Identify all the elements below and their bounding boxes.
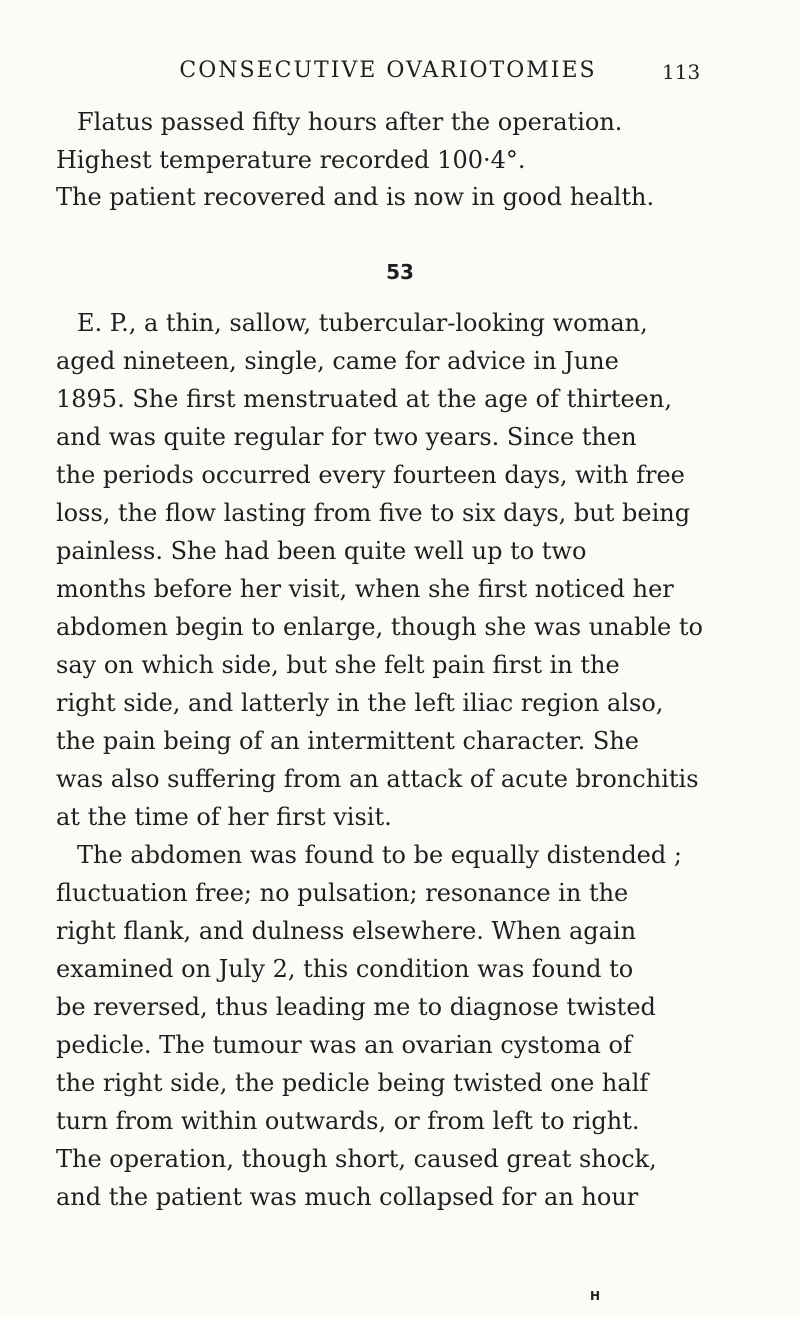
text-line: Highest temperature recorded 100·4°. [56,146,526,174]
text-line: E. P., a thin, sallow, tubercular-looking woman, [77,309,648,337]
text-line: and was quite regular for two years. Since then [56,423,637,451]
text-line: was also suffering from an attack of acute bronchitis [56,765,699,793]
text-line: painless. She had been quite well up to two [56,537,587,565]
case-number: 53 [386,260,414,284]
text-line: pedicle. The tumour was an ovarian cystoma of [56,1031,632,1059]
text-line: aged nineteen, single, came for advice in June [56,347,619,375]
text-line: right flank, and dulness elsewhere. When again [56,917,637,945]
text-line: at the time of her first visit. [56,803,392,831]
text-line: abdomen begin to enlarge, though she was unable to [56,613,703,641]
text-line: and the patient was much collapsed for an hour [56,1183,639,1211]
text-line: be reversed, thus leading me to diagnose twisted [56,993,656,1021]
text-line: The abdomen was found to be equally distended ; [77,841,682,869]
text-line: the pain being of an intermittent character. She [56,727,639,755]
text-line: Flatus passed fifty hours after the operation. [77,108,623,136]
text-line: The operation, though short, caused great shock, [56,1145,657,1173]
signature-mark: H [590,1289,601,1303]
text-line: loss, the flow lasting from five to six days, but being [56,499,691,527]
text-line: the periods occurred every fourteen days, with free [56,461,685,489]
text-line: 1895. She first menstruated at the age of thirteen, [56,385,672,413]
text-line: the right side, the pedicle being twisted one half [56,1069,649,1097]
text-line: months before her visit, when she first noticed her [56,575,674,603]
text-line: The patient recovered and is now in good health. [56,183,655,211]
text-line: right side, and latterly in the left iliac region also, [56,689,664,717]
text-line: turn from within outwards, or from left to right. [56,1107,640,1135]
text-line: fluctuation free; no pulsation; resonance in the [56,879,629,907]
text-line: say on which side, but she felt pain first in the [56,651,620,679]
running-title: CONSECUTIVE OVARIOTOMIES [179,58,597,83]
page-number: 113 [662,60,701,84]
text-line: examined on July 2, this condition was found to [56,955,634,983]
